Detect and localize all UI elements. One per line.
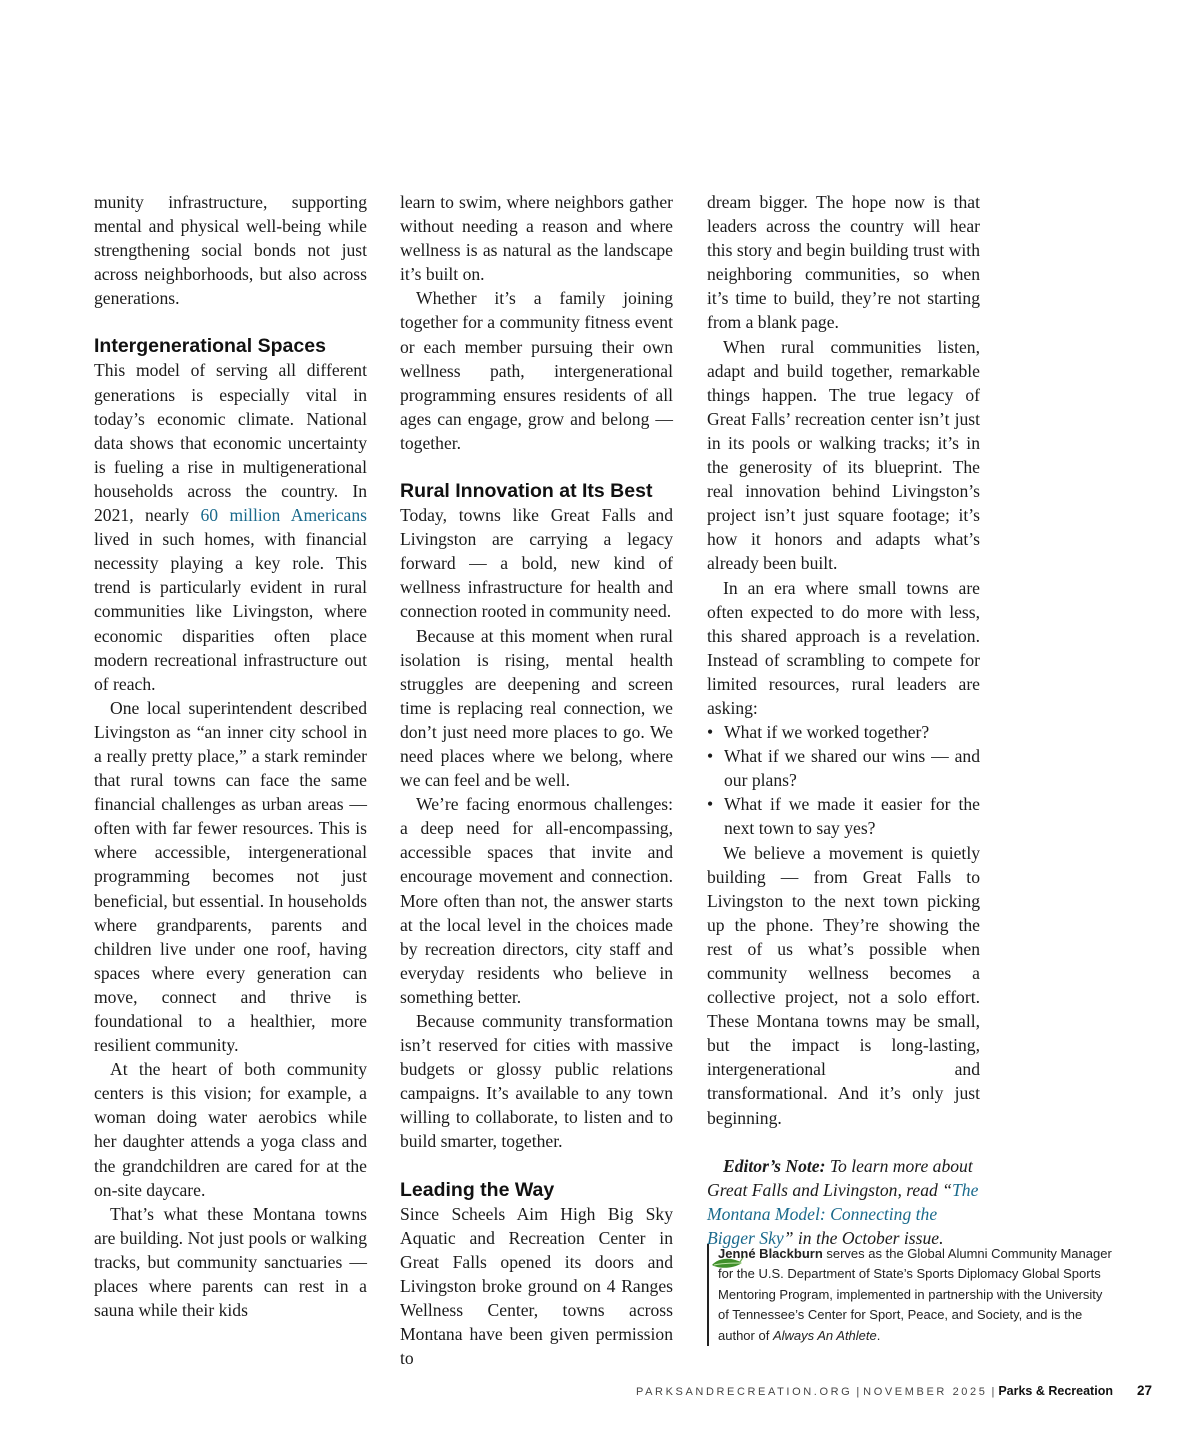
bullet-icon: • [707,746,714,767]
heading-rural-innovation: Rural Innovation at Its Best [400,480,653,503]
list-item: • What if we worked together? [707,720,980,744]
link-montana-model[interactable]: The Montana Model: Connecting the Bigger Sky [707,1179,979,1248]
paragraph: Whether it’s a family joining together for a community fitness event or each member pursuing their own wellness path, intergenerational programming ensures residents of all ages can engage, grow and belong — together. [400,288,673,453]
author-name: Jenné Blackburn [718,1246,823,1261]
footer-site: PARKSANDRECREATION.ORG [635,1386,853,1398]
link-60-million-americans[interactable]: 60 million Americans [200,505,367,526]
list-item: • What if we shared our wins — and our plans? [707,746,980,791]
paragraph: Today, towns like Great Falls and Livingston are carrying a legacy forward — a bold, new kind of wellness infrastructure for health and connection rooted in community need. [400,505,673,622]
paragraph: Because at this moment when rural isolation is rising, mental health struggles are deepening and screen time is replacing real connection, we don’t just need more places to go. We need places where we belong, where we can feel and be well. [400,625,673,791]
editors-note-label: Editor’s Note: [723,1155,826,1176]
footer-separator: | [856,1386,860,1398]
paragraph: That’s what these Montana towns are building. Not just pools or walking tracks, but community sanctuaries — places where parents can rest in a sauna while their kids [94,1203,367,1321]
paragraph: Because community transformation isn’t reserved for cities with massive budgets or glossy public relations campaigns. It’s available to any town willing to collaborate, to listen and to build smarter, together. [400,1011,673,1152]
paragraph: Since Scheels Aim High Big Sky Aquatic and Recreation Center in Great Falls opened its doors and Livingston broke ground on 4 Ranges Wellness Center, towns across Montana have been given permission to [400,1203,673,1369]
editors-note: Editor’s Note: To learn more about Great Falls and Livingston, read “The Montana Model: Connecting the Bigger Sky” in the October issue. [707,1154,980,1274]
paragraph: munity infrastructure, supporting mental and physical well-being while strengthening social bonds not just across neighborhoods, but also across generations. [94,192,367,309]
bullet-icon: • [707,794,714,815]
article-column-3 [707,190,980,1274]
article-column-1 [94,190,367,1322]
book-title: Always An Athlete [772,1327,877,1343]
footer-separator: | [991,1386,995,1398]
paragraph: One local superintendent described Livingston as “an inner city school in a really pretty place,” a stark reminder that rural towns can face the same financial challenges as urban areas — often with far fewer resources. This is where accessible, intergenerational programming becomes not just beneficial, but essential. In households where grandparents, parents and children live under one roof, having spaces where every generation can move, connect and thrive is foundational to a healthier, more resilient community. [94,697,367,1056]
list-item: • What if we made it easier for the next town to say yes? [707,794,980,839]
paragraph: At the heart of both community centers is this vision; for example, a woman doing water aerobics while her daughter attends a yoga class and the grandchildren are cared for at the on-site daycare. [94,1059,367,1200]
paragraph: We’re facing enormous challenges: a deep need for all-encompassing, accessible spaces that invite and encourage movement and connection. More often than not, the answer starts at the local level in the choices made by recreation directors, city staff and everyday residents who believe in something better. [400,794,673,1007]
question-list [707,720,980,840]
article-column-2 [400,190,673,1370]
footer-magazine: Parks & Recreation [998,1384,1113,1398]
paragraph: When rural communities listen, adapt and build together, remarkable things happen. The true legacy of Great Falls’ recreation center isn’t just in its pools or walking tracks; it’s in the generosity of its blueprint. The real innovation behind Livingston’s project isn’t just square footage; it’s how it honors and adapts what’s already been built. [707,336,980,574]
paragraph: In an era where small towns are often expected to do more with less, this shared approach is a revelation. Instead of scrambling to compete for limited resources, rural leaders are asking: [707,577,980,718]
paragraph: learn to swim, where neighbors gather without needing a reason and where wellness is as natural as the landscape it’s built on. [400,192,673,285]
bullet-icon: • [707,722,714,743]
page-number: 27 [1136,1383,1152,1398]
page-footer [600,1383,1152,1398]
author-bio: Jenné Blackburn serves as the Global Alumni Community Manager for the U.S. Department of State’s Sports Diplomacy Global Sports Mentoring Program, implemented in partnership with the University of Tennessee’s Center for Sport, Peace, and Society, and is the author of Always An Athlete. [707,1244,1116,1346]
heading-leading-the-way: Leading the Way [400,1178,555,1201]
paragraph: dream bigger. The hope now is that leaders across the country will hear this story and begin building trust with neighboring communities, so when it’s time to build, they’re not starting from a blank page. [707,192,980,333]
paragraph: This model of serving all different generations is especially vital in today’s economic climate. National data shows that economic uncertainty is fueling a rise in multigenerational households across the country. In 2021, nearly 60 million Americans lived in such homes, with financial necessity playing a key role. This trend is particularly evident in rural communities like Livingston, where economic disparities often place modern recreational infrastructure out of reach. [94,360,367,694]
footer-issue: NOVEMBER 2025 [863,1386,988,1398]
heading-intergenerational-spaces: Intergenerational Spaces [94,335,326,358]
paragraph: We believe a movement is quietly building — from Great Falls to Livingston to the next town picking up the phone. They’re showing the rest of us what’s possible when community wellness becomes a collective project, not a solo effort. These Montana towns may be small, but the impact is long-lasting, intergenerational and transformational. And it’s only just beginning. [707,842,980,1128]
